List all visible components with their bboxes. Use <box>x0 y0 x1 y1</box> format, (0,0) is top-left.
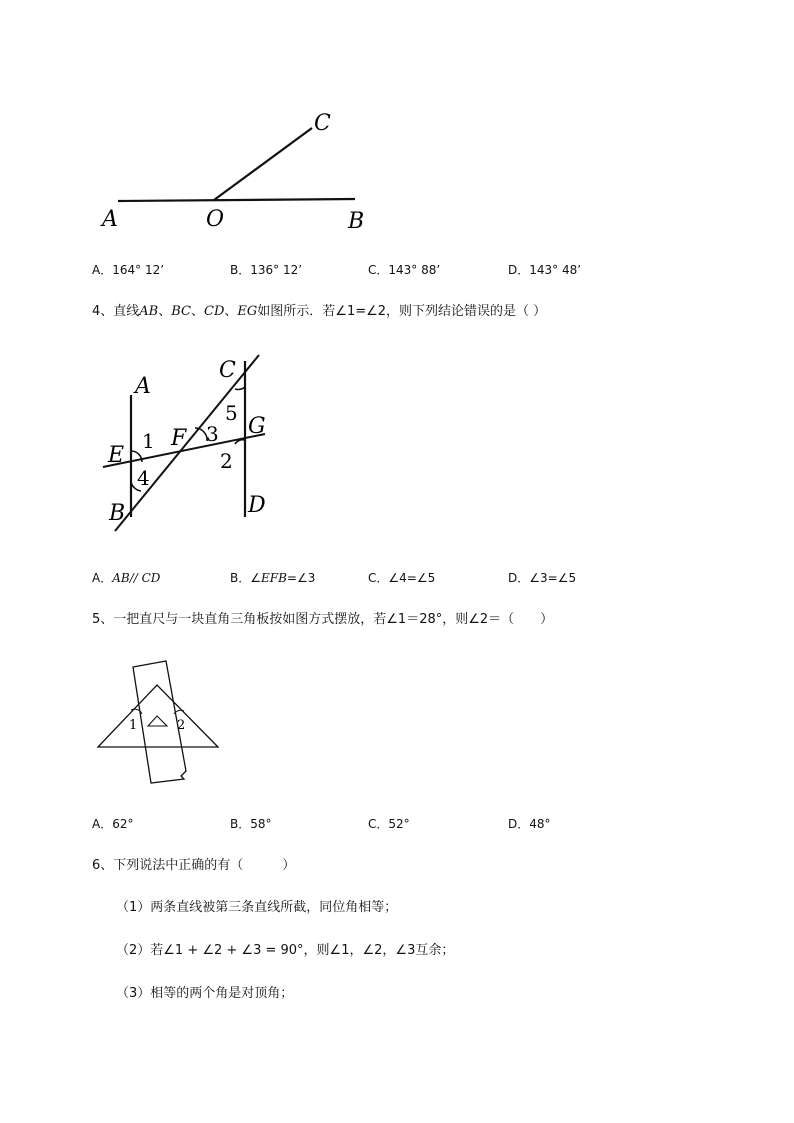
label-g: G <box>248 414 266 439</box>
label-o: O <box>206 207 225 232</box>
q4-option-b[interactable]: B．∠EFB=∠3 <box>230 571 316 585</box>
label-angle-2: 2 <box>177 718 186 733</box>
q3-option-a[interactable]: A．164° 12’ <box>92 263 165 277</box>
q6-statement-1: （1）两条直线被第三条直线所截，同位角相等； <box>116 900 398 915</box>
parallel-lines-figure <box>95 345 285 555</box>
label-b: B <box>348 209 365 234</box>
q3-option-d[interactable]: D．143° 48’ <box>508 263 582 277</box>
q5-option-c[interactable]: C．52° <box>368 817 410 831</box>
label-d: D <box>248 493 266 518</box>
q3-option-c[interactable]: C．143° 88’ <box>368 263 441 277</box>
q5-option-a[interactable]: A．62° <box>92 817 134 831</box>
q4-option-c[interactable]: C．∠4=∠5 <box>368 571 436 585</box>
label-f: F <box>171 426 187 451</box>
q4-question: 4、直线AB、BC、CD、EG如图所示．若∠1=∠2，则下列结论错误的是（ ） <box>92 304 547 319</box>
label-e: E <box>108 443 125 468</box>
q5-option-b[interactable]: B．58° <box>230 817 272 831</box>
label-a: A <box>135 374 151 399</box>
angle-5-arc <box>235 387 245 389</box>
q4-option-a[interactable]: A．AB// CD <box>92 571 161 585</box>
line-ab <box>118 199 355 201</box>
label-c: C <box>314 111 331 136</box>
label-angle-5: 5 <box>225 401 238 425</box>
angle-figure-aoc <box>90 100 390 240</box>
q6-statement-2: （2）若∠1 + ∠2 + ∠3 = 90°，则∠1，∠2，∠3互余； <box>116 943 455 958</box>
q6-question: 6、下列说法中正确的有（ ） <box>92 858 296 873</box>
label-a: A <box>102 207 118 232</box>
label-angle-3: 3 <box>206 422 219 446</box>
label-angle-4: 4 <box>137 466 150 490</box>
label-c: C <box>219 358 236 383</box>
label-angle-1: 1 <box>129 718 138 733</box>
q6-statement-3: （3）相等的两个角是对顶角； <box>116 986 294 1001</box>
q5-question: 5、一把直尺与一块直角三角板按如图方式摆放，若∠1＝28°，则∠2＝（ ） <box>92 612 554 627</box>
label-angle-2: 2 <box>220 449 233 473</box>
ray-oc <box>214 128 312 200</box>
label-b: B <box>109 501 126 526</box>
q5-option-d[interactable]: D．48° <box>508 817 551 831</box>
ruler-triangle-figure <box>95 655 225 785</box>
label-angle-1: 1 <box>142 429 155 453</box>
q4-option-d[interactable]: D．∠3=∠5 <box>508 571 577 585</box>
q3-option-b[interactable]: B．136° 12’ <box>230 263 303 277</box>
